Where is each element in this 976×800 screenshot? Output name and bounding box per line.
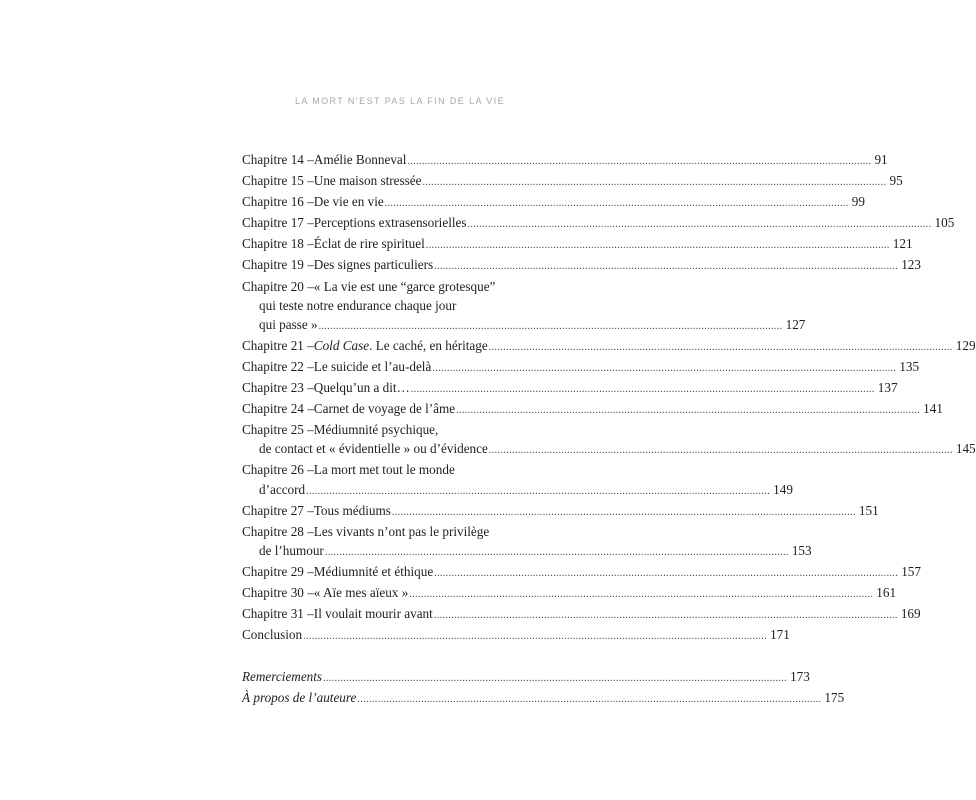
entry-prefix: Chapitre 21 – [242, 337, 314, 353]
toc-entry[interactable] [242, 604, 921, 625]
leader-dots: ................................................................................................................................................................ [432, 362, 897, 374]
toc-entry[interactable] [242, 192, 865, 213]
page-number: 175 [824, 690, 845, 706]
entry-prefix: Chapitre 23 – [242, 380, 314, 396]
page-number: 145 [955, 441, 976, 457]
entry-continuation: qui passe » [259, 316, 318, 332]
entry-prefix: Chapitre 17 – [242, 215, 314, 231]
entry-prefix: Chapitre 16 – [242, 194, 314, 210]
toc-entry[interactable] [242, 562, 921, 583]
page-number: 157 [901, 563, 921, 579]
leader-dots: ................................................................................................................................................................ [323, 673, 788, 685]
page-number: 121 [892, 236, 913, 252]
page-number: 137 [877, 380, 898, 396]
entry-title: « Aïe mes aïeux » [313, 584, 409, 600]
leader-dots: ................................................................................................................................................................ [410, 384, 875, 396]
leader-dots: ................................................................................................................................................................ [324, 546, 789, 558]
page-number: 171 [770, 627, 790, 643]
toc-entry[interactable] [242, 255, 921, 276]
page-number: 123 [901, 257, 921, 273]
entry-title: Les vivants n’ont pas le privilège [313, 523, 490, 539]
leader-dots: ................................................................................................................................................................ [303, 631, 768, 643]
leader-dots: ................................................................................................................................................................ [425, 240, 890, 252]
entry-title: Des signes particuliers [313, 257, 434, 273]
page-number: 149 [773, 481, 793, 497]
toc-entry[interactable] [242, 213, 955, 234]
toc-entry[interactable] [242, 357, 920, 378]
toc-entry[interactable] [242, 583, 897, 604]
page-number: 95 [889, 173, 903, 189]
entry-prefix: Chapitre 15 – [242, 173, 314, 189]
page-number: 135 [899, 358, 920, 374]
entry-prefix: Chapitre 14 – [242, 152, 314, 167]
toc-entry[interactable] [242, 688, 845, 709]
leader-dots: ................................................................................................................................................................ [318, 320, 783, 332]
toc-entry-last-line[interactable] [242, 439, 976, 460]
entry-prefix: Chapitre 22 – [242, 358, 314, 374]
toc-entry[interactable] [242, 460, 560, 479]
entry-prefix: Chapitre 19 – [242, 257, 314, 273]
table-of-contents [242, 150, 976, 709]
page-number: 153 [791, 542, 812, 558]
entry-prefix: Chapitre 28 – [242, 523, 314, 539]
leader-dots: ................................................................................................................................................................ [488, 341, 953, 353]
leader-dots: ................................................................................................................................................................ [488, 445, 953, 457]
toc-entry[interactable] [242, 378, 898, 399]
page-number: 91 [874, 152, 888, 167]
entry-prefix: Chapitre 18 – [242, 236, 314, 252]
entry-title: Amélie Bonneval [313, 152, 407, 167]
entry-title: À propos de l’auteure [242, 690, 357, 706]
entry-title: De vie en vie [313, 194, 384, 210]
page-number: 105 [934, 215, 955, 231]
toc-entry-last-line[interactable] [242, 541, 812, 562]
entry-prefix: Chapitre 20 – [242, 278, 314, 294]
entry-title-italic: Cold Case [313, 337, 370, 353]
back-matter-list [242, 667, 845, 709]
page-number: 173 [790, 669, 810, 685]
page-number: 127 [785, 316, 806, 332]
leader-dots: ................................................................................................................................................................ [456, 405, 921, 417]
toc-entry[interactable] [242, 399, 943, 420]
toc-entry-last-line[interactable] [242, 480, 793, 501]
entry-title: . Le caché, en héritage [369, 337, 488, 353]
leader-dots: ................................................................................................................................................................ [434, 261, 899, 273]
entry-prefix: Chapitre 30 – [242, 584, 314, 600]
entry-title: Médiumnité et éthique [313, 563, 434, 579]
page-number: 151 [858, 502, 879, 518]
toc-entry[interactable] [242, 171, 903, 192]
toc-entry[interactable] [242, 625, 790, 646]
toc-entry[interactable] [242, 420, 560, 439]
chapter-list [242, 150, 976, 646]
entry-prefix: Chapitre 25 – [242, 422, 314, 438]
entry-title: Remerciements [242, 669, 323, 685]
running-header: LA MORT N’EST PAS LA FIN DE LA VIE [295, 96, 505, 106]
entry-prefix: Chapitre 24 – [242, 401, 314, 417]
leader-dots: ................................................................................................................................................................ [434, 567, 899, 579]
entry-title: Carnet de voyage de l’âme [313, 401, 456, 417]
toc-entry-last-line[interactable] [242, 315, 806, 336]
entry-title: Quelqu’un a dit… [313, 380, 410, 396]
leader-dots: ................................................................................................................................................................ [407, 156, 872, 167]
toc-entry[interactable] [242, 336, 976, 357]
toc-entry[interactable] [242, 234, 913, 255]
entry-continuation: qui teste notre endurance chaque jour [259, 297, 457, 313]
leader-dots: ................................................................................................................................................................ [391, 506, 856, 518]
leader-dots: ................................................................................................................................................................ [306, 485, 771, 497]
entry-title: Médiumnité psychique, [313, 422, 439, 438]
entry-title: Il voulait mourir avant [313, 606, 433, 622]
page-number: 169 [900, 606, 921, 622]
entry-prefix: Chapitre 26 – [242, 462, 314, 478]
entry-continuation: de contact et « évidentielle » ou d’évidence [259, 441, 488, 457]
page-number: 129 [955, 337, 976, 353]
entry-prefix: Chapitre 27 – [242, 502, 314, 518]
leader-dots: ................................................................................................................................................................ [357, 694, 822, 706]
entry-title: « La vie est une “garce grotesque” [313, 278, 496, 294]
toc-entry[interactable] [242, 277, 560, 296]
entry-prefix: Chapitre 31 – [242, 606, 314, 622]
entry-title: La mort met tout le monde [313, 462, 455, 478]
toc-entry[interactable] [242, 667, 810, 688]
leader-dots: ................................................................................................................................................................ [422, 177, 887, 189]
page-number: 141 [923, 401, 943, 417]
entry-continuation: d’accord [259, 481, 306, 497]
entry-title: Le suicide et l’au-delà [313, 358, 432, 374]
leader-dots: ................................................................................................................................................................ [409, 588, 874, 600]
toc-entry[interactable] [242, 501, 879, 522]
leader-dots: ................................................................................................................................................................ [433, 610, 898, 622]
leader-dots: ................................................................................................................................................................ [384, 198, 849, 210]
entry-continuation: de l’humour [259, 542, 324, 558]
entry-title: Éclat de rire spirituel [313, 236, 425, 252]
page-number: 99 [851, 194, 865, 210]
page-number: 161 [876, 584, 897, 600]
entry-title: Une maison stressée [313, 173, 422, 189]
entry-title: Conclusion [242, 627, 303, 643]
leader-dots: ................................................................................................................................................................ [467, 219, 932, 231]
entry-title: Tous médiums [313, 502, 391, 518]
entry-title: Perceptions extrasensorielles [313, 215, 467, 231]
entry-prefix: Chapitre 29 – [242, 563, 314, 579]
toc-entry[interactable] [242, 522, 560, 541]
toc-entry[interactable] [242, 150, 888, 171]
